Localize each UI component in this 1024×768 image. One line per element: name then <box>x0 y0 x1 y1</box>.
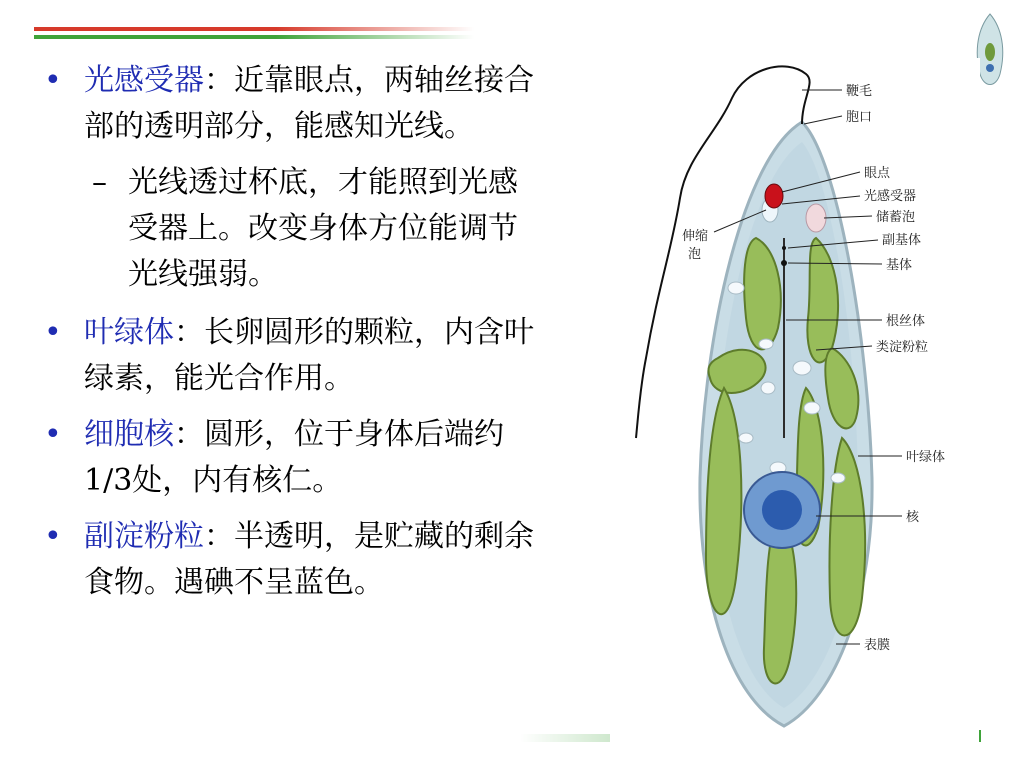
euglena-diagram-svg <box>606 58 980 748</box>
paraxial-body-dot <box>782 246 786 250</box>
term-chloroplast: 叶绿体 <box>84 315 174 350</box>
euglena-diagram <box>606 58 980 748</box>
bullet-photoreceptor <box>40 58 540 150</box>
label-eyespot: 眼点 <box>864 166 891 181</box>
desc-nucleus: ：圆形，位于身体后端约1/3处，内有核仁。 <box>84 417 504 498</box>
label-photoreceptor: 光感受器 <box>864 189 917 204</box>
bullet-dot: • <box>44 519 62 554</box>
bullet-dot: • <box>44 417 62 452</box>
sub-dash: – <box>92 165 107 200</box>
desc-paramylon: ：半透明，是贮藏的剩余食物。遇碘不呈蓝色。 <box>84 519 534 600</box>
reservoir <box>806 204 826 232</box>
bottom-tick <box>979 730 981 742</box>
bullet-list <box>40 58 540 616</box>
bottom-green-bar <box>520 734 610 742</box>
bullet-dot: • <box>44 63 62 98</box>
desc-photoreceptor: ：近靠眼点，两轴丝接合部的透明部分，能感知光线。 <box>84 63 534 144</box>
term-nucleus: 细胞核 <box>84 417 174 452</box>
term-photoreceptor: 光感受器 <box>84 63 204 98</box>
label-paramylon: 类淀粉粒 <box>876 340 929 355</box>
bullet-chloroplast <box>40 310 540 402</box>
label-pellicle: 表膜 <box>864 638 891 653</box>
label-rhizoplast: 根丝体 <box>886 314 926 329</box>
label-nucleus: 核 <box>906 510 920 525</box>
label-basal-body: 基体 <box>886 258 913 273</box>
label-flagellum: 鞭毛 <box>846 84 873 99</box>
term-paramylon: 副淀粉粒 <box>84 519 204 554</box>
eyespot <box>765 184 783 208</box>
top-red-bar <box>34 27 474 31</box>
label-cytostome: 胞口 <box>846 110 873 125</box>
label-contractile-vacuole: 伸缩 泡 <box>682 229 709 262</box>
sub-bullet-light <box>40 160 540 298</box>
basal-body-dot <box>781 260 787 266</box>
bullet-paramylon <box>40 514 540 606</box>
bullet-nucleus <box>40 412 540 504</box>
nucleolus <box>762 490 802 530</box>
sub-text-light: 光线透过杯底，才能照到光感受器上。改变身体方位能调节光线强弱。 <box>128 165 518 292</box>
bullet-dot: • <box>44 315 62 350</box>
label-reservoir: 储蓄泡 <box>876 210 916 225</box>
label-chloroplast: 叶绿体 <box>906 450 946 465</box>
desc-chloroplast: ：长卵圆形的颗粒，内含叶绿素，能光合作用。 <box>84 315 534 396</box>
top-green-bar <box>34 35 474 39</box>
label-paraxial-body: 副基体 <box>882 233 922 248</box>
